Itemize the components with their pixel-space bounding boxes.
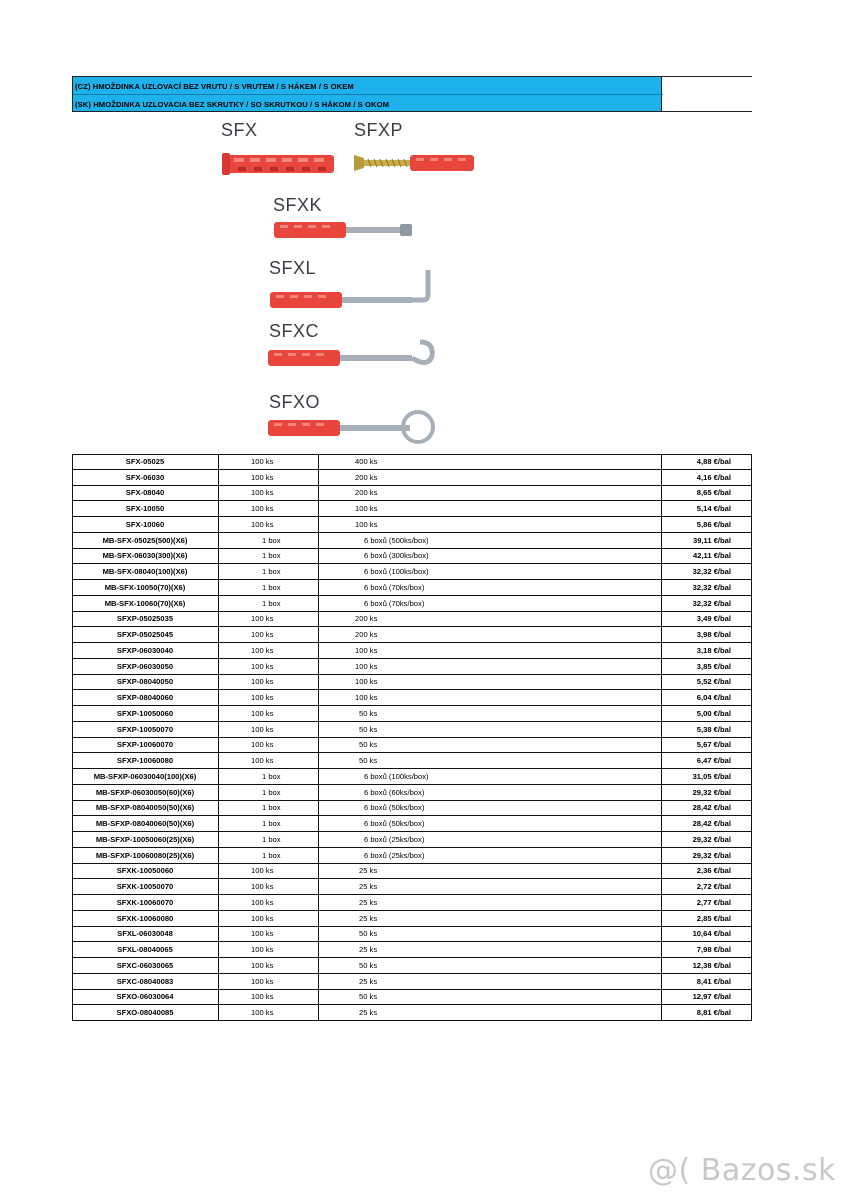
unit-quantity: 100 ks: [251, 866, 274, 876]
unit-quantity: 1 box: [262, 567, 281, 577]
unit-quantity: 1 box: [262, 771, 281, 781]
price: 4,88 €/bal: [696, 456, 731, 466]
product-code: SFXK-10060080: [72, 911, 219, 926]
unit-quantity: 100 ks: [251, 661, 274, 671]
table-row: [72, 958, 752, 974]
price: 32,32 €/bal: [692, 598, 731, 608]
package-quantity: 200 ks: [355, 614, 378, 624]
unit-quantity: 100 ks: [251, 756, 274, 766]
unit-quantity: 100 ks: [251, 472, 274, 482]
product-code: SFXK-10060070: [72, 895, 219, 910]
price: 28,42 €/bal: [692, 803, 731, 813]
label-sfxc: SFXC: [269, 321, 320, 341]
price: 12,38 €/bal: [692, 960, 731, 970]
table-row: [72, 706, 752, 722]
product-code: MB-SFXP-08040050(50)(X6): [72, 801, 219, 816]
product-code: SFXP-10050070: [72, 722, 219, 737]
product-code: SFXK-10050060: [72, 864, 219, 879]
product-code: MB-SFX-06030(300)(X6): [72, 549, 219, 564]
product-code: MB-SFX-08040(100)(X6): [72, 564, 219, 579]
package-quantity: 6 boxů (25ks/box): [364, 834, 425, 844]
package-quantity: 100 ks: [355, 645, 378, 655]
unit-quantity: 100 ks: [251, 897, 274, 907]
package-quantity: 6 boxů (70ks/box): [364, 582, 425, 592]
price: 5,52 €/bal: [696, 677, 731, 687]
price: 2,77 €/bal: [696, 897, 731, 907]
product-code: SFX-05025: [72, 454, 219, 469]
table-row: [72, 801, 752, 817]
unit-quantity: 1 box: [262, 787, 281, 797]
price: 6,47 €/bal: [696, 756, 731, 766]
price: 3,49 €/bal: [696, 614, 731, 624]
table-row: [72, 785, 752, 801]
table-row: [72, 1005, 752, 1021]
price: 8,81 €/bal: [696, 1008, 731, 1018]
sfxp-dowel-screw-image: [354, 150, 478, 178]
table-row: [72, 879, 752, 895]
package-quantity: 25 ks: [359, 1008, 378, 1018]
product-code: SFX-10050: [72, 501, 219, 516]
price: 29,32 €/bal: [692, 834, 731, 844]
package-quantity: 400 ks: [355, 456, 378, 466]
header-divider: [73, 94, 663, 95]
table-row: [72, 690, 752, 706]
price: 3,18 €/bal: [696, 645, 731, 655]
unit-quantity: 1 box: [262, 834, 281, 844]
sfxk-dowel-bolt-image: [272, 220, 418, 242]
package-quantity: 6 boxů (100ks/box): [364, 567, 429, 577]
package-quantity: 6 boxů (50ks/box): [364, 819, 425, 829]
unit-quantity: 100 ks: [251, 614, 274, 624]
product-code: SFXL-08040065: [72, 942, 219, 957]
header-title-box: [72, 76, 662, 112]
unit-quantity: 100 ks: [251, 456, 274, 466]
price: 32,32 €/bal: [692, 582, 731, 592]
product-code: MB-SFXP-10060080(25)(X6): [72, 848, 219, 863]
table-row: [72, 501, 752, 517]
package-quantity: 25 ks: [359, 882, 378, 892]
price: 12,97 €/bal: [692, 992, 731, 1002]
package-quantity: 25 ks: [359, 913, 378, 923]
price: 3,85 €/bal: [696, 661, 731, 671]
header-title-sk: (SK) HMOŽDINKA UZLOVACIA BEZ SKRUTKY / SO SKRUTKOU / S HÁKOM / S OKOM: [75, 100, 390, 109]
price: 2,85 €/bal: [696, 913, 731, 923]
table-row: [72, 848, 752, 864]
price-table: [72, 454, 752, 1021]
price: 10,64 €/bal: [692, 929, 731, 939]
package-quantity: 6 boxů (60ks/box): [364, 787, 425, 797]
unit-quantity: 100 ks: [251, 992, 274, 1002]
table-row: [72, 895, 752, 911]
price: 8,41 €/bal: [696, 976, 731, 986]
price: 5,00 €/bal: [696, 708, 731, 718]
unit-quantity: 100 ks: [251, 504, 274, 514]
table-row: [72, 596, 752, 612]
price: 5,14 €/bal: [696, 504, 731, 514]
table-row: [72, 533, 752, 549]
table-row: [72, 564, 752, 580]
price: 3,98 €/bal: [696, 630, 731, 640]
package-quantity: 6 boxů (500ks/box): [364, 535, 429, 545]
unit-quantity: 1 box: [262, 551, 281, 561]
table-row: [72, 911, 752, 927]
product-code: SFXP-05025035: [72, 612, 219, 627]
header-title-cz: (CZ) HMOŽDINKA UZLOVACÍ BEZ VRUTU / S VRUTEM / S HÁKEM / S OKEM: [75, 82, 354, 91]
package-quantity: 6 boxů (50ks/box): [364, 803, 425, 813]
package-quantity: 50 ks: [359, 960, 378, 970]
unit-quantity: 100 ks: [251, 724, 274, 734]
unit-quantity: 100 ks: [251, 740, 274, 750]
package-quantity: 50 ks: [359, 929, 378, 939]
package-quantity: 6 boxů (100ks/box): [364, 771, 429, 781]
package-quantity: 50 ks: [359, 740, 378, 750]
table-row: [72, 454, 752, 470]
product-code: SFX-06030: [72, 470, 219, 485]
package-quantity: 50 ks: [359, 992, 378, 1002]
price: 31,05 €/bal: [692, 771, 731, 781]
price: 5,38 €/bal: [696, 724, 731, 734]
sfxl-dowel-l-hook-image: [268, 266, 433, 312]
unit-quantity: 100 ks: [251, 630, 274, 640]
package-quantity: 50 ks: [359, 756, 378, 766]
watermark-logo: [648, 1150, 836, 1190]
table-row: [72, 816, 752, 832]
package-quantity: 200 ks: [355, 472, 378, 482]
package-quantity: 25 ks: [359, 976, 378, 986]
product-code: SFXP-10060080: [72, 753, 219, 768]
unit-quantity: 100 ks: [251, 960, 274, 970]
price: 29,32 €/bal: [692, 850, 731, 860]
unit-quantity: 100 ks: [251, 976, 274, 986]
table-row: [72, 612, 752, 628]
package-quantity: 25 ks: [359, 897, 378, 907]
price: 39,11 €/bal: [693, 535, 731, 545]
table-row: [72, 738, 752, 754]
table-row: [72, 486, 752, 502]
price: 28,42 €/bal: [692, 819, 731, 829]
table-row: [72, 580, 752, 596]
unit-quantity: 100 ks: [251, 913, 274, 923]
product-code: SFXP-05025045: [72, 627, 219, 642]
package-quantity: 25 ks: [359, 945, 378, 955]
package-quantity: 200 ks: [355, 488, 378, 498]
unit-quantity: 1 box: [262, 582, 281, 592]
unit-quantity: 100 ks: [251, 645, 274, 655]
product-code: SFXO-08040085: [72, 1005, 219, 1020]
product-code: SFXL-06030048: [72, 927, 219, 942]
package-quantity: 100 ks: [355, 693, 378, 703]
table-row: [72, 549, 752, 565]
price: 2,36 €/bal: [696, 866, 731, 876]
product-code: MB-SFXP-10050060(25)(X6): [72, 832, 219, 847]
product-code: SFXP-08040050: [72, 675, 219, 690]
table-row: [72, 722, 752, 738]
sfx-dowel-image: [220, 145, 340, 185]
product-code: SFXP-06030050: [72, 659, 219, 674]
table-row: [72, 753, 752, 769]
unit-quantity: 1 box: [262, 598, 281, 608]
price: 32,32 €/bal: [692, 567, 731, 577]
package-quantity: 100 ks: [355, 661, 378, 671]
product-code: SFXP-10050060: [72, 706, 219, 721]
watermark-text: @( Bazos.sk: [648, 1152, 836, 1188]
table-row: [72, 675, 752, 691]
price: 7,98 €/bal: [696, 945, 731, 955]
package-quantity: 6 boxů (70ks/box): [364, 598, 425, 608]
product-code: MB-SFXP-08040060(50)(X6): [72, 816, 219, 831]
unit-quantity: 1 box: [262, 535, 281, 545]
table-row: [72, 990, 752, 1006]
unit-quantity: 100 ks: [251, 882, 274, 892]
unit-quantity: 100 ks: [251, 488, 274, 498]
package-quantity: 6 boxů (25ks/box): [364, 850, 425, 860]
package-quantity: 25 ks: [359, 866, 378, 876]
product-code: SFXP-10060070: [72, 738, 219, 753]
product-code: SFX-08040: [72, 486, 219, 501]
product-code: SFXK-10050070: [72, 879, 219, 894]
unit-quantity: 100 ks: [251, 677, 274, 687]
product-code: SFX-10060: [72, 517, 219, 532]
package-quantity: 50 ks: [359, 708, 378, 718]
table-row: [72, 517, 752, 533]
product-code: MB-SFX-10050(70)(X6): [72, 580, 219, 595]
product-code: MB-SFX-05025(500)(X6): [72, 533, 219, 548]
price: 5,86 €/bal: [696, 519, 731, 529]
unit-quantity: 1 box: [262, 819, 281, 829]
package-quantity: 100 ks: [355, 677, 378, 687]
table-row: [72, 470, 752, 486]
unit-quantity: 100 ks: [251, 519, 274, 529]
product-code: SFXP-08040060: [72, 690, 219, 705]
header-empty-cell: [662, 76, 752, 112]
label-sfx: SFX: [221, 120, 258, 140]
product-code: MB-SFXP-06030050(60)(X6): [72, 785, 219, 800]
product-code: SFXO-06030064: [72, 990, 219, 1005]
table-row: [72, 769, 752, 785]
label-sfxl: SFXL: [269, 258, 317, 278]
table-row: [72, 659, 752, 675]
price: 4,16 €/bal: [696, 472, 731, 482]
product-code: SFXP-06030040: [72, 643, 219, 658]
unit-quantity: 1 box: [262, 803, 281, 813]
table-row: [72, 832, 752, 848]
price: 42,11 €/bal: [693, 551, 731, 561]
product-code: MB-SFXP-06030040(100)(X6): [72, 769, 219, 784]
label-sfxk: SFXK: [273, 195, 323, 215]
product-code: MB-SFX-10060(70)(X6): [72, 596, 219, 611]
price: 2,72 €/bal: [696, 882, 731, 892]
table-row: [72, 927, 752, 943]
product-code: SFXC-06030065: [72, 958, 219, 973]
sfxc-dowel-c-hook-image: [266, 338, 438, 378]
unit-quantity: 1 box: [262, 850, 281, 860]
product-code: SFXC-08040083: [72, 974, 219, 989]
package-quantity: 200 ks: [355, 630, 378, 640]
package-quantity: 50 ks: [359, 724, 378, 734]
label-sfxp: SFXP: [354, 120, 404, 140]
table-row: [72, 864, 752, 880]
label-sfxo: SFXO: [269, 392, 321, 412]
table-row: [72, 643, 752, 659]
sfxo-dowel-eye-image: [266, 406, 438, 448]
table-row: [72, 942, 752, 958]
price: 8,65 €/bal: [696, 488, 731, 498]
unit-quantity: 100 ks: [251, 929, 274, 939]
package-quantity: 100 ks: [355, 504, 378, 514]
header-banner: [72, 76, 752, 113]
package-quantity: 100 ks: [355, 519, 378, 529]
unit-quantity: 100 ks: [251, 708, 274, 718]
price: 29,32 €/bal: [692, 787, 731, 797]
unit-quantity: 100 ks: [251, 693, 274, 703]
price: 5,67 €/bal: [696, 740, 731, 750]
table-row: [72, 627, 752, 643]
package-quantity: 6 boxů (300ks/box): [364, 551, 429, 561]
price: 6,04 €/bal: [696, 693, 731, 703]
unit-quantity: 100 ks: [251, 1008, 274, 1018]
unit-quantity: 100 ks: [251, 945, 274, 955]
table-row: [72, 974, 752, 990]
